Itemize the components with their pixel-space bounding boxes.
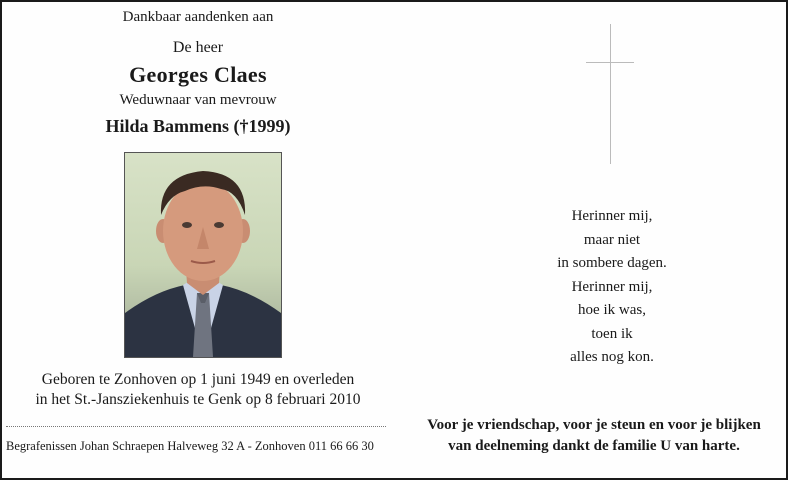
thanks-text (402, 415, 786, 457)
intro-text: Dankbaar aandenken aan (122, 9, 274, 25)
birth-death-text (2, 370, 394, 410)
poem-line: alles nog kon. (570, 349, 654, 365)
portrait-photo (124, 152, 282, 358)
cross-icon (610, 24, 611, 164)
birth-line-2: in het St.-Jansziekenhuis te Genk op 8 februari 2010 (35, 391, 361, 408)
poem-line: Herinner mij, (571, 208, 653, 224)
poem-line: hoe ik was, (578, 302, 646, 318)
poem-line: toen ik (591, 325, 633, 342)
poem-line: Herinner mij, (571, 278, 653, 295)
funeral-home-info: Begrafenissen Johan Schraepen Halveweg 32 A - Zonhoven 011 66 66 30 (6, 439, 374, 453)
poem (532, 205, 692, 370)
thanks-line-2: van deelneming dankt de familie U van harte. (448, 438, 740, 454)
cross-icon-bar (586, 62, 634, 63)
birth-line-1: Geboren te Zonhoven op 1 juni 1949 en overleden (41, 371, 355, 388)
left-panel (2, 2, 394, 478)
deceased-name: Georges Claes (129, 62, 267, 87)
spouse-name: Hilda Bammens (†1999) (105, 116, 291, 136)
honorific: De heer (172, 39, 224, 56)
poem-line: maar niet (583, 231, 641, 248)
dotted-divider (6, 426, 386, 427)
portrait-illustration (125, 153, 281, 357)
right-panel (402, 2, 786, 478)
poem-line: in sombere dagen. (557, 255, 667, 271)
thanks-line-1: Voor je vriendschap, voor je steun en voor je blijken (427, 417, 761, 433)
widower-line: Weduwnaar van mevrouw (119, 92, 277, 108)
